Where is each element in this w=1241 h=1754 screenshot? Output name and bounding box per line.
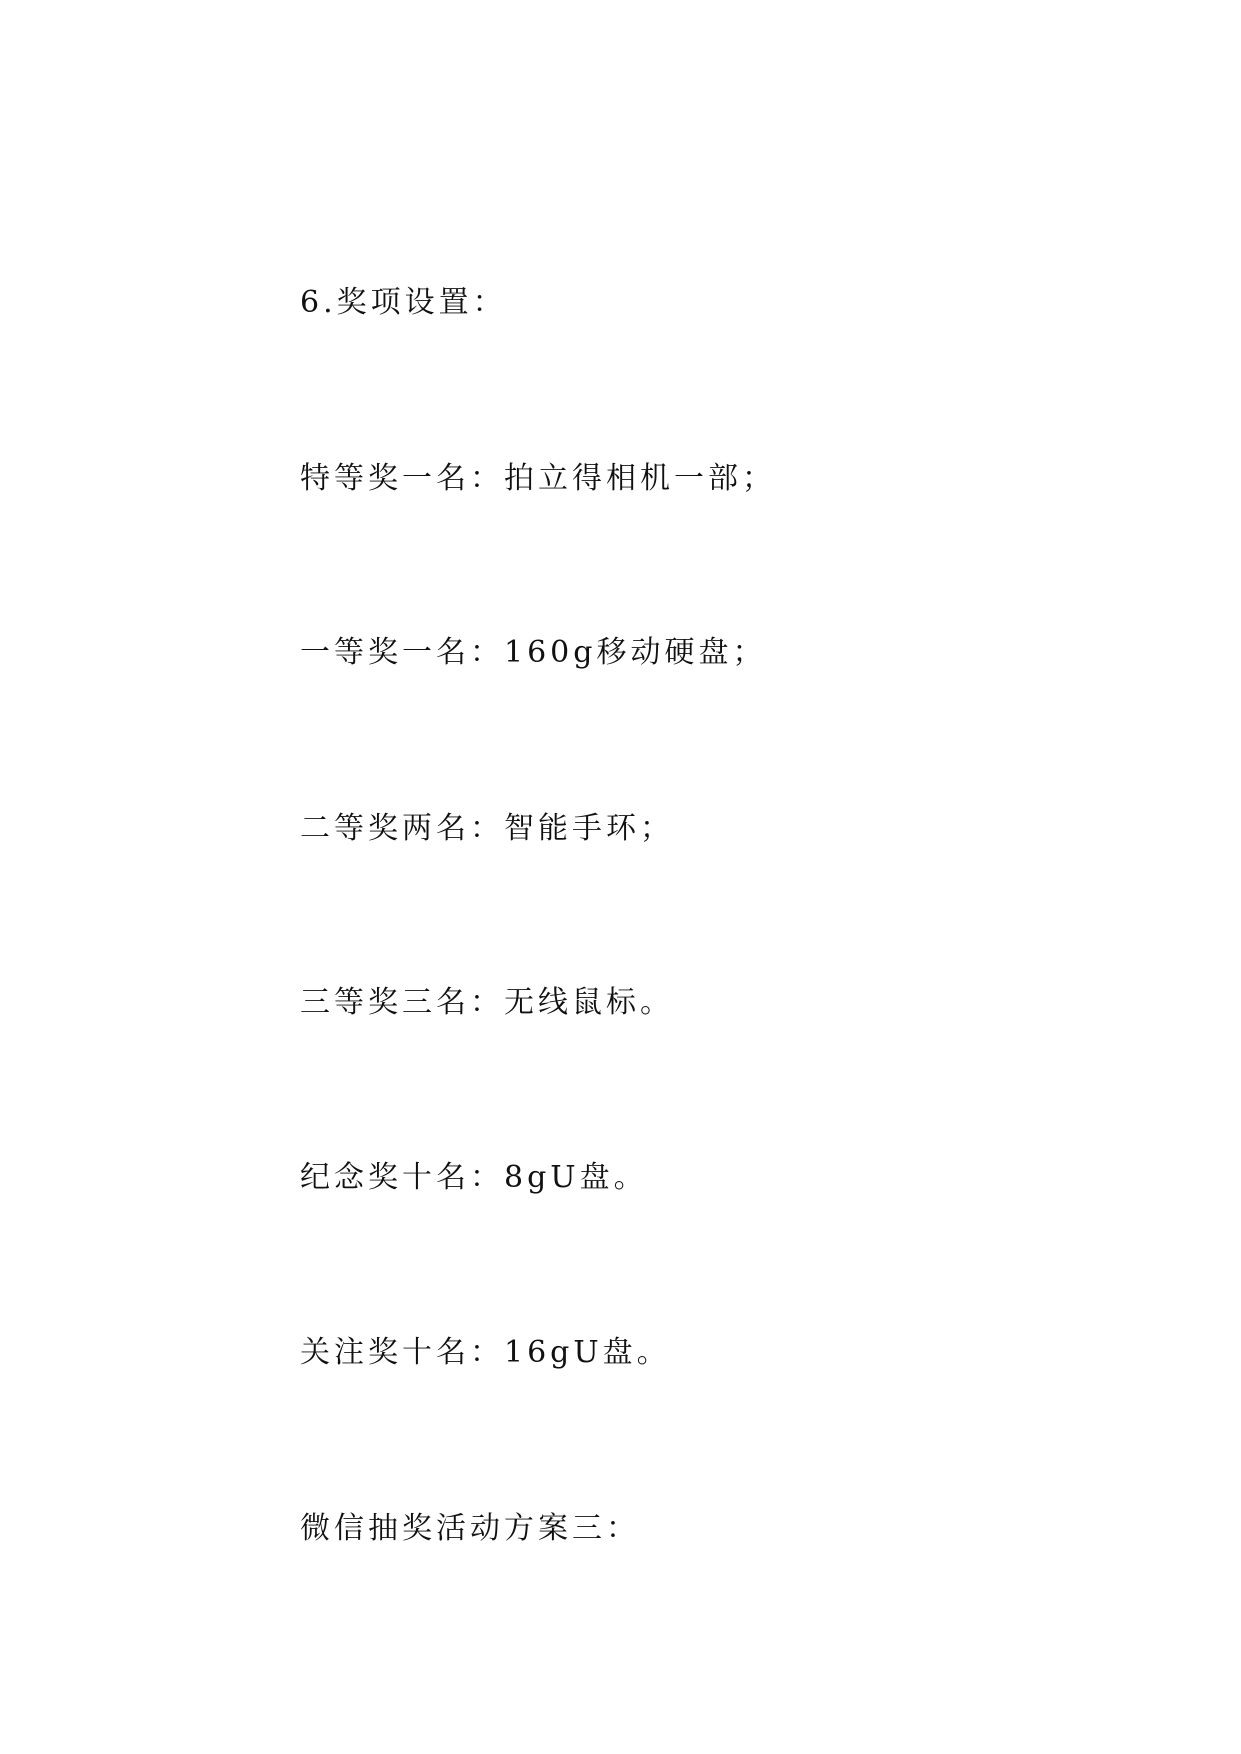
prize-line-third: 三等奖三名：无线鼠标。 [300, 985, 674, 1020]
prize-line-commemorative: 纪念奖十名：8gU盘。 [300, 1160, 648, 1195]
prize-line-follow: 关注奖十名：16gU盘。 [300, 1335, 671, 1370]
prize-line-grand: 特等奖一名：拍立得相机一部； [300, 461, 776, 496]
section-heading-plan-three: 微信抽奖活动方案三： [300, 1511, 640, 1546]
section-heading-prize-settings: 6.奖项设置： [300, 285, 507, 320]
prize-line-second: 二等奖两名：智能手环； [300, 811, 674, 846]
prize-line-first: 一等奖一名：160g移动硬盘； [300, 635, 767, 670]
